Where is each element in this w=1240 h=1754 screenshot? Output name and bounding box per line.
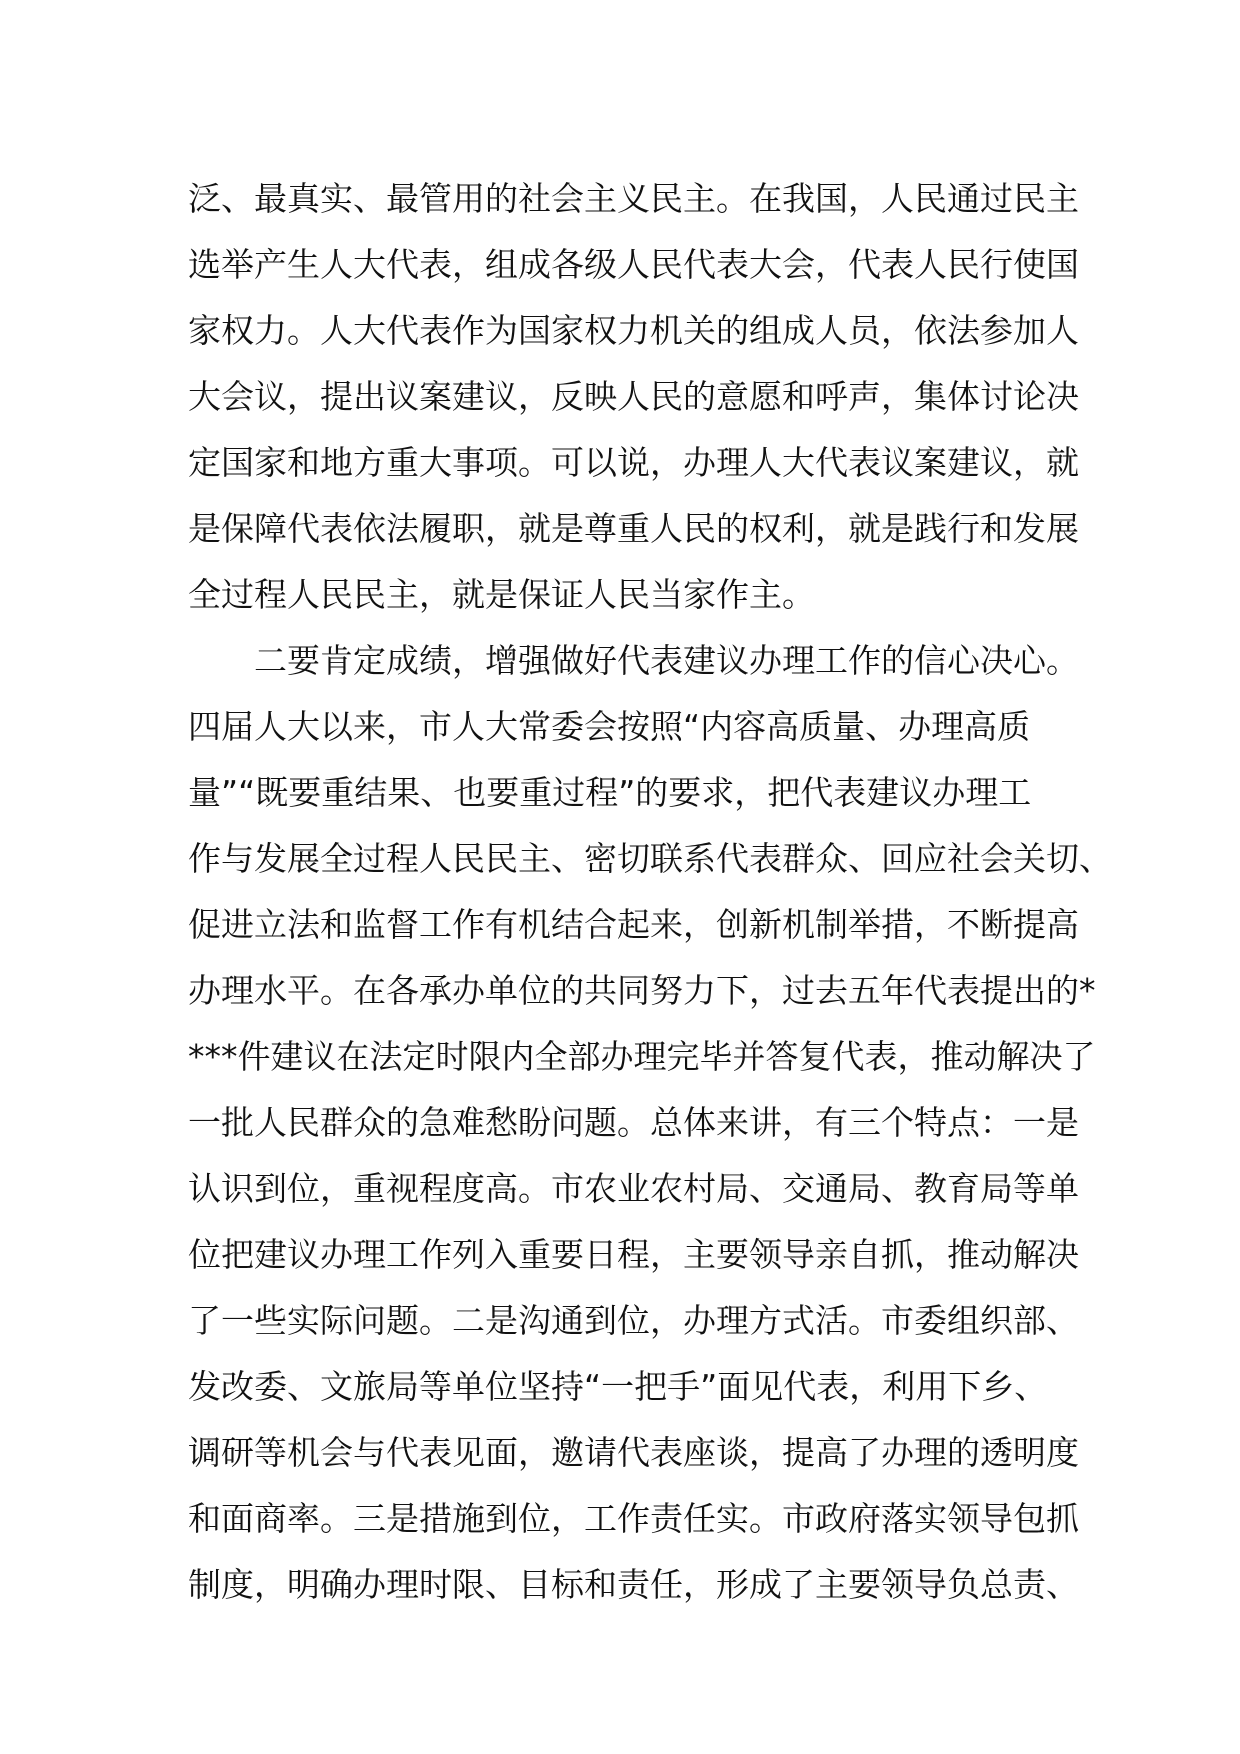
text-line: 一批人民群众的急难愁盼问题。总体来讲，有三个特点：一是 [188, 1103, 1079, 1142]
text-line: 和面商率。三是措施到位，工作责任实。市政府落实领导包抓 [188, 1499, 1079, 1538]
text-line: 全过程人民民主，就是保证人民当家作主。 [188, 575, 815, 614]
text-line: ***件建议在法定时限内全部办理完毕并答复代表，推动解决了 [188, 1037, 1096, 1076]
text-line: 四届人大以来，市人大常委会按照“内容高质量、办理高质 [188, 707, 1031, 746]
text-line: 是保障代表依法履职，就是尊重人民的权利，就是践行和发展 [188, 509, 1079, 548]
text-line: 认识到位，重视程度高。市农业农村局、交通局、教育局等单 [188, 1169, 1079, 1208]
text-line: 选举产生人大代表，组成各级人民代表大会，代表人民行使国 [188, 245, 1079, 284]
text-line: 了一些实际问题。二是沟通到位，办理方式活。市委组织部、 [188, 1301, 1079, 1340]
text-line: 办理水平。在各承办单位的共同努力下，过去五年代表提出的* [188, 971, 1096, 1010]
text-line: 促进立法和监督工作有机结合起来，创新机制举措，不断提高 [188, 905, 1079, 944]
text-line: 位把建议办理工作列入重要日程，主要领导亲自抓，推动解决 [188, 1235, 1079, 1274]
text-line: 发改委、文旅局等单位坚持“一把手”面见代表，利用下乡、 [188, 1367, 1048, 1406]
body-text [188, 166, 1112, 1618]
text-line: 制度，明确办理时限、目标和责任，形成了主要领导负总责、 [188, 1565, 1079, 1604]
text-line: 泛、最真实、最管用的社会主义民主。在我国，人民通过民主 [188, 179, 1079, 218]
paragraph-first-line: 二要肯定成绩，增强做好代表建议办理工作的信心决心。 [254, 641, 1079, 680]
text-line: 量”“既要重结果、也要重过程”的要求，把代表建议办理工 [188, 773, 1032, 812]
text-line: 家权力。人大代表作为国家权力机关的组成人员，依法参加人 [188, 311, 1079, 350]
text-line: 定国家和地方重大事项。可以说，办理人大代表议案建议，就 [188, 443, 1079, 482]
text-line: 作与发展全过程人民民主、密切联系代表群众、回应社会关切、 [188, 839, 1112, 878]
text-line: 大会议，提出议案建议，反映人民的意愿和呼声，集体讨论决 [188, 377, 1079, 416]
text-line: 调研等机会与代表见面，邀请代表座谈，提高了办理的透明度 [188, 1433, 1079, 1472]
